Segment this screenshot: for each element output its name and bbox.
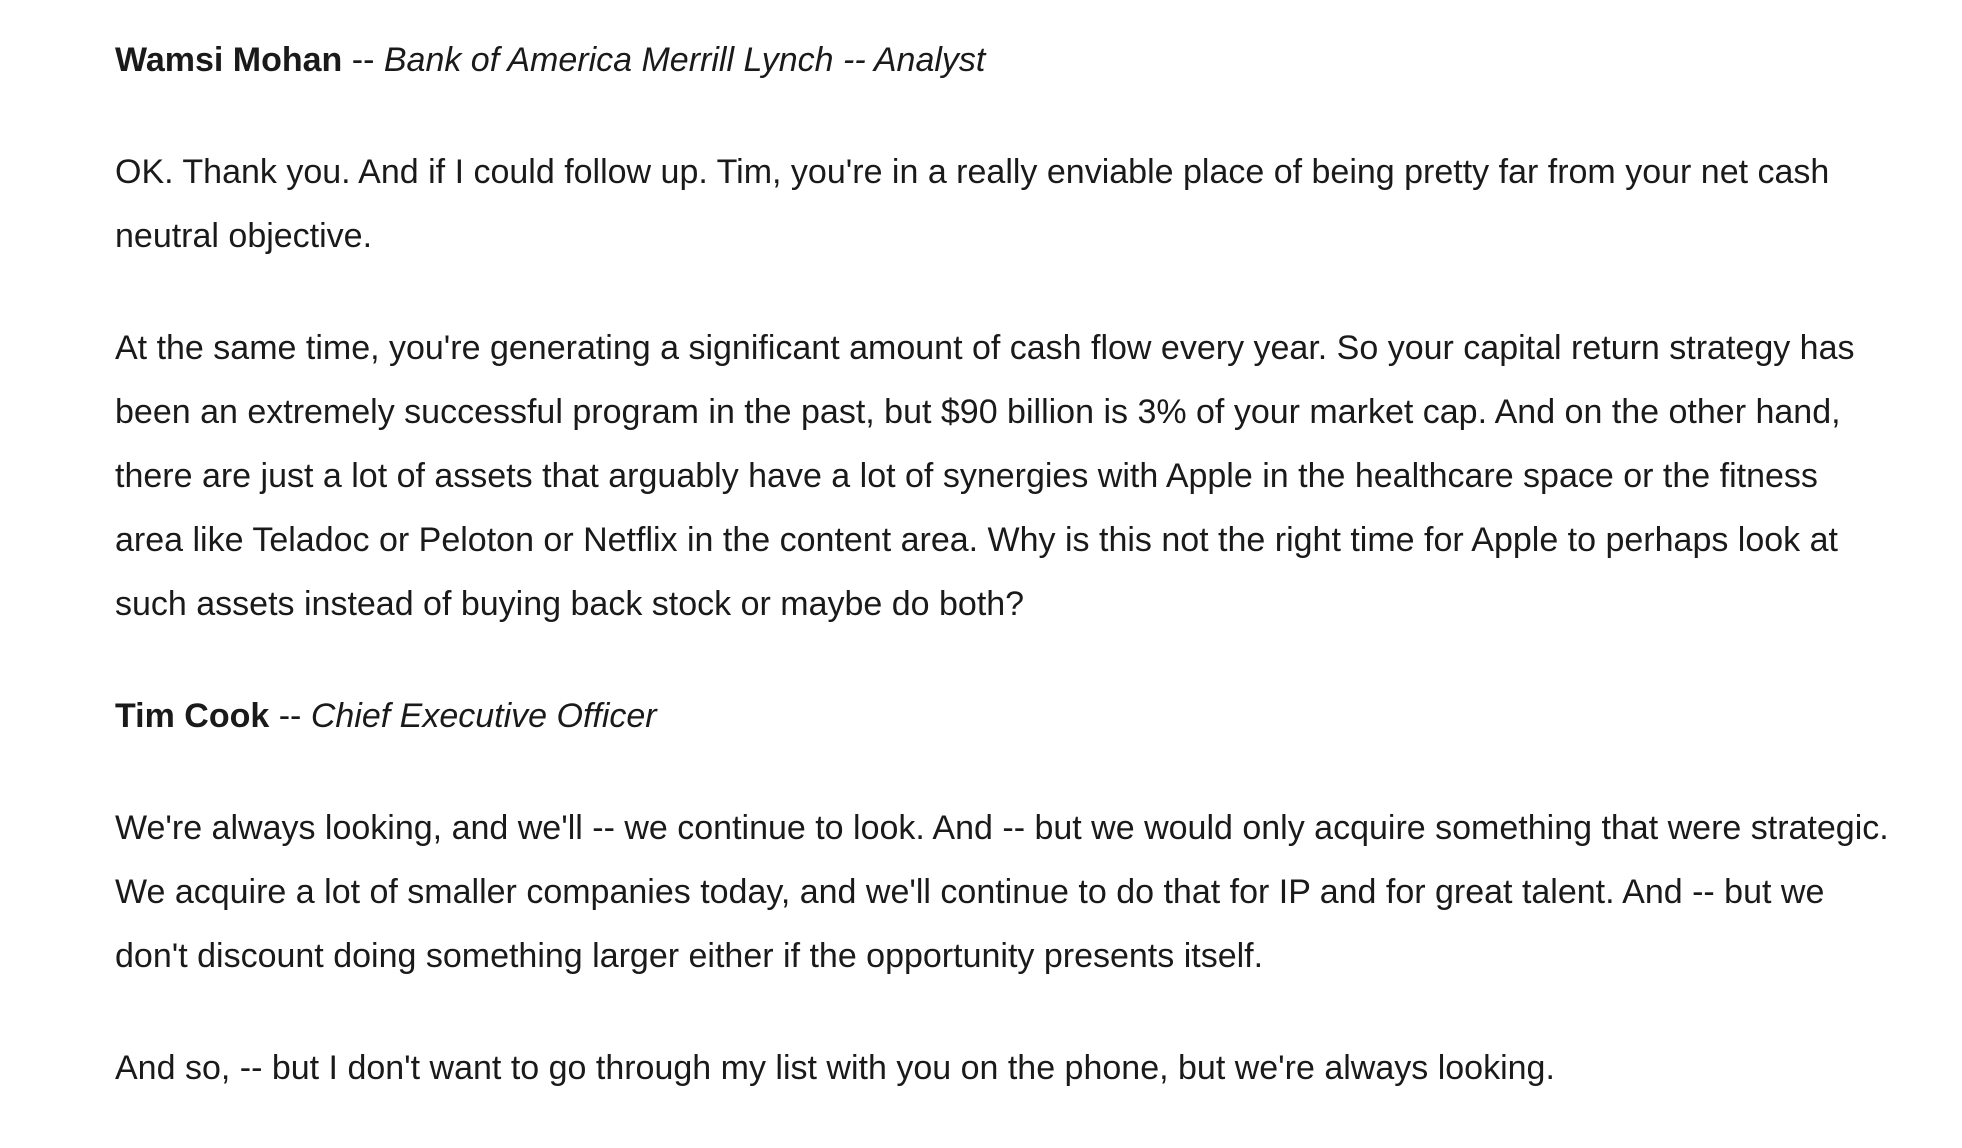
transcript-paragraph: We're always looking, and we'll -- we continue to look. And -- but we would only acquire something that were strategic. We acquire a lot of smaller companies today, and we'll continue to do that for IP and for great talent. And -- but we don't discount doing something larger either if the opportunity presents itself. — [115, 809, 1889, 975]
transcript-paragraph: At the same time, you're generating a significant amount of cash flow every year. So your capital return strategy has been an extremely successful program in the past, but $90 billion is 3% of your market cap. And on the other hand, there are just a lot of assets that arguably have a lot of synergies with Apple in the healthcare space or the fitness area like Teladoc or Peloton or Netflix in the content area. Why is this not the right time for Apple to perhaps look at such assets instead of buying back stock or maybe do both? — [115, 329, 1855, 623]
speaker-role: Bank of America Merrill Lynch -- Analyst — [383, 41, 986, 79]
speaker-heading-tim-cook — [115, 684, 1895, 748]
speaker-separator: -- — [269, 697, 311, 735]
speaker-name: Tim Cook — [115, 697, 270, 735]
transcript-paragraph: And so, -- but I don't want to go through my list with you on the phone, but we're always looking. — [115, 1049, 1555, 1087]
transcript — [115, 28, 1895, 1148]
transcript-paragraph: OK. Thank you. And if I could follow up. Tim, you're in a really enviable place of being pretty far from your net cash neutral objective. — [115, 153, 1830, 255]
speaker-heading-wamsi-mohan — [115, 28, 1895, 92]
speaker-separator: -- — [342, 41, 384, 79]
speaker-role: Chief Executive Officer — [310, 697, 657, 735]
speaker-name: Wamsi Mohan — [115, 41, 343, 79]
